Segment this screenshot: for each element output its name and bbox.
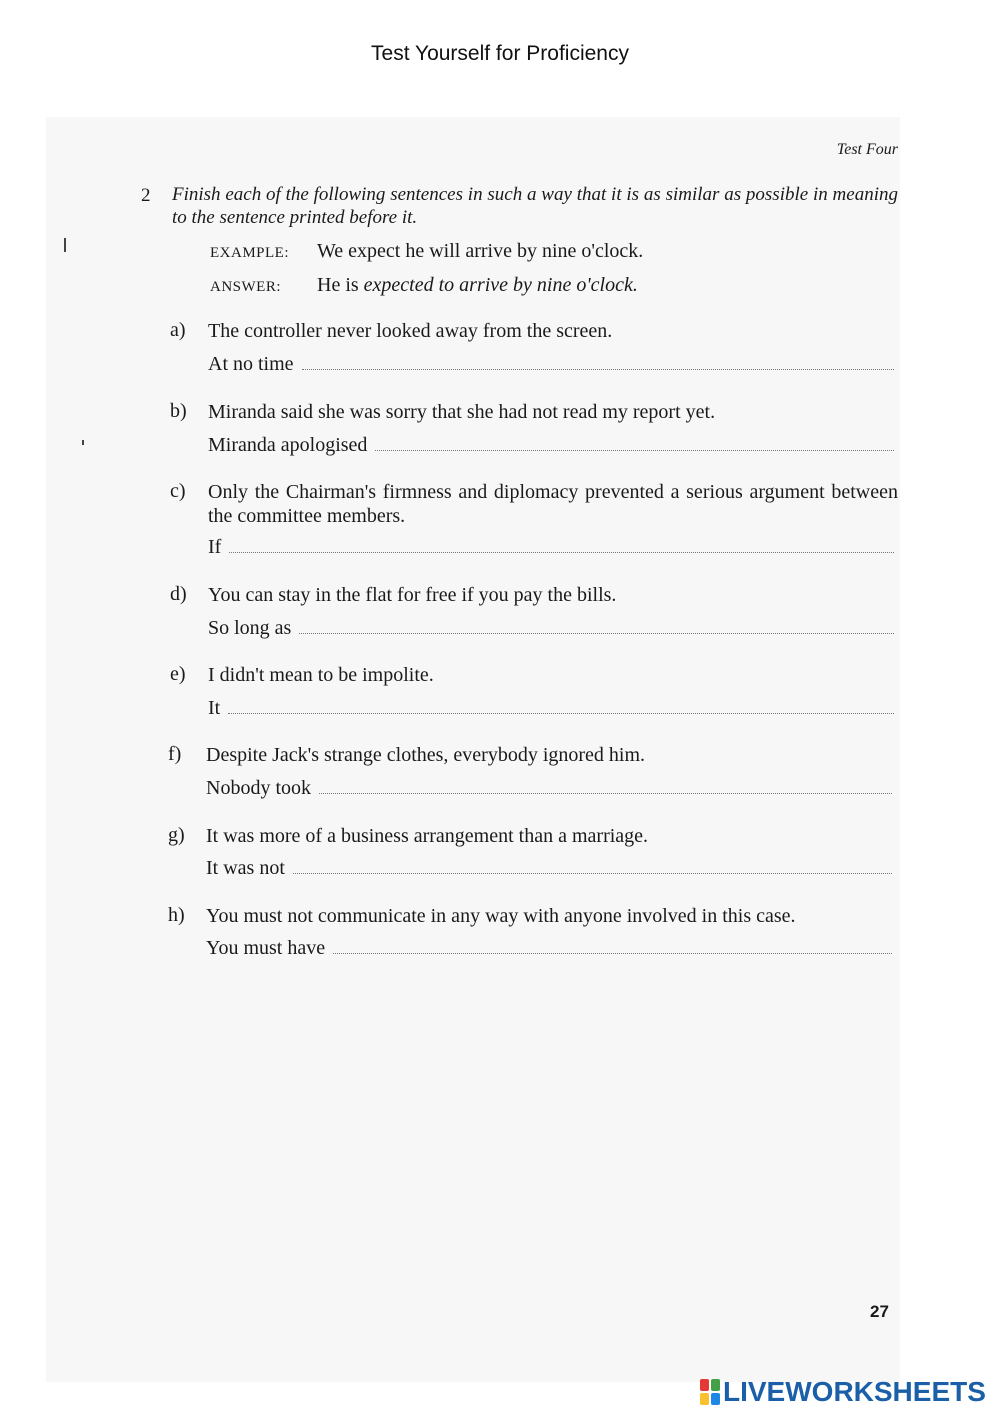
answer-blank[interactable] — [299, 619, 894, 634]
answer-blank[interactable] — [319, 779, 892, 794]
document-title: Test Yourself for Proficiency — [371, 42, 629, 65]
question-letter: g) — [168, 824, 185, 846]
example-sentence: We expect he will arrive by nine o'clock. — [317, 240, 644, 262]
answer-line[interactable] — [206, 777, 892, 800]
question-text: You can stay in the flat for free if you pay the bills. — [208, 584, 617, 606]
answer-blank[interactable] — [293, 859, 892, 874]
question-letter: b) — [170, 400, 187, 422]
answer-blank[interactable] — [302, 355, 894, 370]
question-text: The controller never looked away from the screen. — [208, 320, 613, 342]
question-letter: e) — [170, 663, 186, 685]
question-text: You must not communicate in any way with anyone involved in this case. — [206, 905, 796, 927]
answer-prompt: At no time — [208, 353, 294, 375]
liveworksheets-icon — [700, 1379, 720, 1405]
answer-line[interactable] — [208, 434, 894, 457]
answer-line[interactable] — [208, 617, 894, 640]
test-label: Test Four — [836, 141, 898, 158]
answer-blank[interactable] — [333, 939, 892, 954]
answer-prompt: It — [208, 697, 221, 719]
scan-mark — [64, 238, 66, 252]
question-letter: a) — [170, 319, 186, 341]
page-number: 27 — [870, 1302, 889, 1321]
answer-plain: He is — [317, 274, 359, 296]
instruction-text: Finish each of the following sentences in such a way that it is as similar as possible in meaning to the sentence printed before it. — [172, 184, 898, 228]
answer-row — [210, 274, 638, 297]
question-text: Only the Chairman's firmness and diplomacy prevented a serious argument between the committee members. — [208, 481, 898, 527]
question-text: Miranda said she was sorry that she had not read my report yet. — [208, 401, 716, 423]
answer-prompt: So long as — [208, 617, 292, 639]
liveworksheets-logo[interactable] — [700, 1376, 986, 1408]
answer-prompt: Miranda apologised — [208, 434, 368, 456]
answer-line[interactable] — [208, 353, 894, 376]
answer-prompt: If — [208, 536, 222, 558]
answer-italic: expected to arrive by nine o'clock. — [363, 274, 638, 296]
question-text: I didn't mean to be impolite. — [208, 664, 434, 686]
answer-line[interactable] — [206, 937, 892, 960]
instruction-number: 2 — [141, 185, 151, 206]
answer-blank[interactable] — [229, 538, 894, 553]
answer-prompt: You must have — [206, 937, 326, 959]
brand-name: LIVEWORKSHEETS — [723, 1376, 986, 1407]
answer-line[interactable] — [208, 536, 894, 559]
example-label: EXAMPLE: — [210, 245, 289, 261]
scan-mark — [82, 440, 84, 445]
question-letter: d) — [170, 583, 187, 605]
question-text: It was more of a business arrangement than a marriage. — [206, 825, 649, 847]
example-row — [210, 240, 643, 263]
question-text: Despite Jack's strange clothes, everybody ignored him. — [206, 744, 646, 766]
question-letter: f) — [168, 743, 182, 765]
answer-prompt: Nobody took — [206, 777, 311, 799]
answer-line[interactable] — [206, 857, 892, 880]
question-letter: h) — [168, 904, 185, 926]
answer-prompt: It was not — [206, 857, 285, 879]
answer-blank[interactable] — [228, 699, 894, 714]
answer-line[interactable] — [208, 697, 894, 720]
answer-blank[interactable] — [375, 436, 894, 451]
question-letter: c) — [170, 480, 186, 502]
answer-label: ANSWER: — [210, 279, 281, 295]
